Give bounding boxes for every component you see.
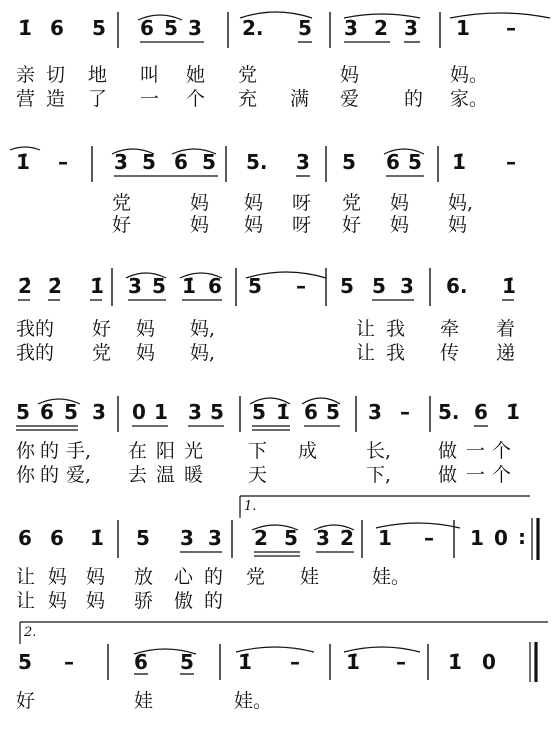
lyric-char: 传: [440, 342, 460, 364]
lyric-char: 做: [438, 464, 458, 486]
lyric-char: 妈: [136, 342, 156, 364]
lyric-char: 妈: [136, 318, 156, 340]
lyric-char: 妈: [390, 214, 410, 236]
lyric-char: 我的: [16, 318, 55, 340]
note: 5: [340, 274, 354, 298]
lyric-char: 妈: [390, 192, 410, 214]
note: 6: [304, 400, 318, 424]
lyric-char: 党: [246, 566, 266, 588]
note: 5: [136, 526, 150, 550]
lyric-char: 妈: [86, 590, 106, 612]
note: 6: [50, 16, 64, 40]
lyric-char: 妈: [48, 566, 68, 588]
lyric-char: 让: [16, 590, 36, 612]
repeat-sign: :: [518, 525, 526, 549]
note: 1̇: [238, 650, 252, 674]
note: 1̇: [90, 274, 104, 298]
lyric-char: 做: [438, 440, 458, 462]
lyric-char: 你: [16, 440, 36, 462]
lyric-char: 叫: [140, 64, 160, 86]
lyric-char: 温: [156, 464, 176, 486]
note: 5: [202, 150, 216, 174]
note: 5: [372, 274, 386, 298]
note: 2̇: [18, 274, 32, 298]
note: –: [396, 650, 406, 674]
lyric-char: 她: [186, 64, 206, 86]
note: 1̇: [182, 274, 196, 298]
lyric-char: 充: [238, 88, 258, 110]
note: 6: [474, 400, 488, 424]
lyric-char: 妈: [244, 214, 264, 236]
lyric-char: 妈: [86, 566, 106, 588]
lyric-char: 妈,: [448, 192, 474, 214]
lyric-char: 个: [186, 88, 206, 110]
lyric-char: 的: [40, 464, 60, 486]
lyric-char: 妈: [448, 214, 468, 236]
note: 3: [128, 274, 142, 298]
lyric-char: 党: [92, 342, 112, 364]
lyric-char: 亲: [16, 64, 36, 86]
lyric-char: 的: [40, 440, 60, 462]
lyric-char: 妈: [340, 64, 360, 86]
note: 1̇: [346, 650, 360, 674]
lyric-char: 递: [496, 342, 516, 364]
note: 6: [18, 526, 32, 550]
lyric-char: 放: [134, 566, 154, 588]
lyric-char: 手,: [66, 440, 92, 462]
lyric-char: 我的: [16, 342, 55, 364]
note: 3: [188, 400, 202, 424]
note: 1: [378, 526, 392, 550]
note: 5: [64, 400, 78, 424]
note: 3: [404, 16, 418, 40]
lyric-char: 娃。: [234, 690, 273, 712]
lyric-char: 妈: [190, 214, 210, 236]
note: 3: [316, 526, 330, 550]
note: –: [400, 400, 410, 424]
note: 1̇: [16, 150, 30, 174]
lyric-char: 妈: [244, 192, 264, 214]
lyric-char: 了: [88, 88, 108, 110]
lyric-char: 暖: [184, 464, 204, 486]
note: 2.: [242, 16, 264, 40]
note: 5: [180, 650, 194, 674]
lyric-char: 个: [492, 440, 512, 462]
lyric-char: 下: [248, 440, 268, 462]
lyric-char: 阳: [156, 440, 176, 462]
note: –: [290, 650, 300, 674]
lyric-char: 去: [128, 464, 148, 486]
lyric-char: 傲: [174, 590, 194, 612]
note: 6.: [446, 274, 468, 298]
note: 5: [252, 400, 266, 424]
lyric-char: 好: [112, 214, 132, 236]
note: 0: [482, 650, 496, 674]
lyric-char: 造: [46, 88, 66, 110]
note: 5: [298, 16, 312, 40]
note: 1: [154, 400, 168, 424]
note: 3: [114, 150, 128, 174]
lyric-char: 好: [342, 214, 362, 236]
lyric-char: 的: [404, 88, 424, 110]
lyric-char: 娃: [300, 566, 320, 588]
note: 5: [92, 16, 106, 40]
note: 6: [174, 150, 188, 174]
lyric-char: 呀: [292, 214, 312, 236]
lyric-char: 让: [16, 566, 36, 588]
first-ending-label: 1.: [244, 499, 257, 514]
lyric-char: 党: [342, 192, 362, 214]
note: 1̇: [506, 400, 520, 424]
note: 1̇: [452, 150, 466, 174]
note: 6: [386, 150, 400, 174]
note: 2: [340, 526, 354, 550]
note: 1̇: [276, 400, 290, 424]
lyric-char: 我: [386, 342, 406, 364]
lyric-char: 天: [248, 464, 268, 486]
lyric-char: 牵: [440, 318, 460, 340]
note: –: [506, 150, 516, 174]
lyric-char: 满: [290, 88, 310, 110]
note: 6: [208, 274, 222, 298]
lyric-char: 爱: [340, 88, 360, 110]
lyric-char: 娃: [134, 690, 154, 712]
note: 3: [344, 16, 358, 40]
note: 5: [16, 400, 30, 424]
lyric-char: 个: [492, 464, 512, 486]
lyric-char: 的: [204, 590, 224, 612]
note: –: [506, 16, 516, 40]
lyric-char: 妈。: [450, 64, 489, 86]
lyric-char: 妈: [190, 192, 210, 214]
note: 2: [254, 526, 268, 550]
note: 0: [494, 526, 508, 550]
lyric-char: 着: [496, 318, 516, 340]
note: 5: [18, 650, 32, 674]
lyric-char: 长,: [366, 440, 392, 462]
note: 3: [92, 400, 106, 424]
lyric-char: 让: [356, 342, 376, 364]
note: 3: [296, 150, 310, 174]
note: 5: [164, 16, 178, 40]
lyric-char: 家。: [450, 88, 489, 110]
lyric-char: 骄: [134, 590, 154, 612]
lyric-char: 光: [184, 440, 204, 462]
note: 5: [210, 400, 224, 424]
note: 6: [134, 650, 148, 674]
note: 1̇: [448, 650, 462, 674]
lyric-char: 切: [46, 64, 66, 86]
lyric-char: 我: [386, 318, 406, 340]
lyric-char: 一: [466, 464, 486, 486]
note: 3: [188, 16, 202, 40]
lyric-char: 下,: [366, 464, 392, 486]
note: 3: [400, 274, 414, 298]
note: 6: [140, 16, 154, 40]
note: 5: [284, 526, 298, 550]
note: 5: [152, 274, 166, 298]
note: 2: [374, 16, 388, 40]
note: –: [58, 150, 68, 174]
note: 6: [50, 526, 64, 550]
note: 0: [132, 400, 146, 424]
lyric-char: 爱,: [66, 464, 92, 486]
note: 5: [408, 150, 422, 174]
lyric-char: 妈: [48, 590, 68, 612]
lyric-char: 一: [466, 440, 486, 462]
note: 3: [180, 526, 194, 550]
note: 1: [470, 526, 484, 550]
lyric-char: 娃。: [372, 566, 411, 588]
lyric-char: 妈,: [190, 342, 216, 364]
lyric-char: 好: [92, 318, 112, 340]
note: 3: [368, 400, 382, 424]
note: –: [64, 650, 74, 674]
note: –: [424, 526, 434, 550]
note: 5: [342, 150, 356, 174]
lyric-char: 妈,: [190, 318, 216, 340]
second-ending-label: 2.: [24, 625, 37, 640]
note: 5: [326, 400, 340, 424]
lyric-char: 地: [88, 64, 108, 86]
lyric-char: 让: [356, 318, 376, 340]
note: 6: [40, 400, 54, 424]
note: 1̇: [502, 274, 516, 298]
lyric-char: 心: [174, 566, 194, 588]
lyric-char: 营: [16, 88, 36, 110]
lyric-char: 好: [16, 690, 36, 712]
lyric-char: 在: [128, 440, 148, 462]
lyric-char: 党: [112, 192, 132, 214]
note: –: [296, 274, 306, 298]
note: 5.: [438, 400, 460, 424]
lyric-char: 一: [140, 88, 160, 110]
note: 5: [142, 150, 156, 174]
note: 1̇: [90, 526, 104, 550]
lyric-char: 你: [16, 464, 36, 486]
note: 2̇: [48, 274, 62, 298]
note: 3: [208, 526, 222, 550]
note: 5.: [246, 150, 268, 174]
lyric-char: 的: [204, 566, 224, 588]
note: 5: [248, 274, 262, 298]
lyric-char: 呀: [292, 192, 312, 214]
lyric-char: 成: [298, 440, 318, 462]
note: 1̇: [18, 16, 32, 40]
lyric-char: 党: [238, 64, 258, 86]
note: 1: [456, 16, 470, 40]
